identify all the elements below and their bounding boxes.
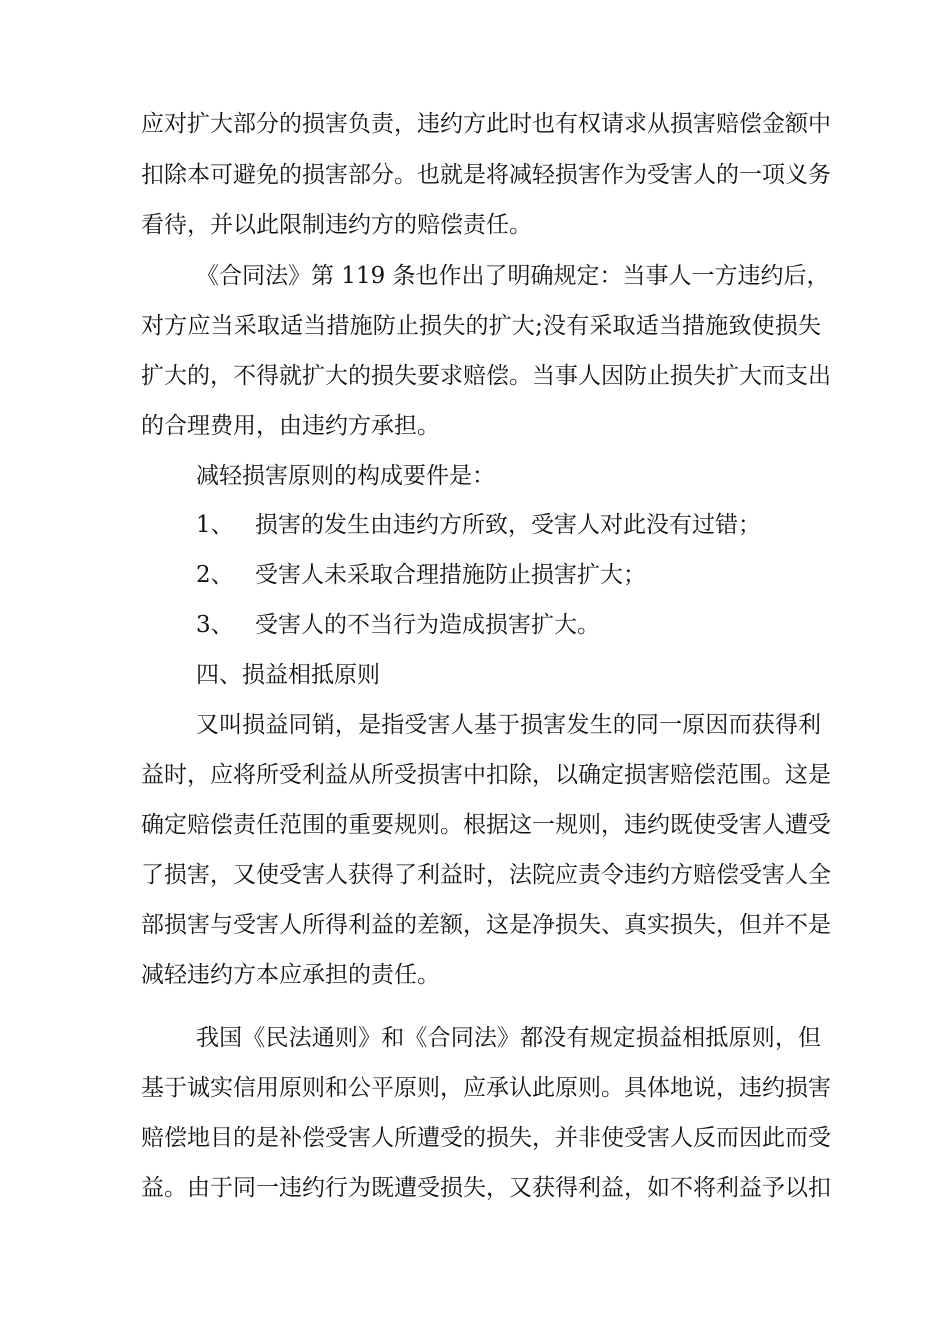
paragraph-5-line-2: 基于诚实信用原则和公平原则，应承认此原则。具体地说，违约损害 <box>141 1075 831 1101</box>
list-item-3 <box>0 605 950 645</box>
paragraph-3-line-1: 减轻损害原则的构成要件是： <box>196 463 495 489</box>
paragraph-4-line-2: 益时，应将所受利益从所受损害中扣除，以确定损害赔偿范围。这是 <box>141 762 831 788</box>
paragraph-4-line-5: 部损害与受害人所得利益的差额，这是净损失、真实损失，但并不是 <box>141 912 831 938</box>
paragraph-4-line-4: 了损害，又使受害人获得了利益时，法院应责令违约方赔偿受害人全 <box>141 862 831 888</box>
paragraph-1-line-2: 扣除本可避免的损害部分。也就是将减轻损害作为受害人的一项义务 <box>141 162 831 188</box>
list-item-1-text: 损害的发生由违约方所致，受害人对此没有过错； <box>255 512 761 538</box>
list-item-1 <box>0 505 950 545</box>
paragraph-1-line-3: 看待，并以此限制违约方的赔偿责任。 <box>141 212 532 238</box>
paragraph-4-line-3: 确定赔偿责任范围的重要规则。根据这一规则，违约既使受害人遭受 <box>141 812 831 838</box>
paragraph-4-line-6: 减轻违约方本应承担的责任。 <box>141 962 440 988</box>
paragraph-4-line-1: 又叫损益同销，是指受害人基于损害发生的同一原因而获得利 <box>196 712 821 738</box>
list-item-1-number: 1、 <box>196 512 234 538</box>
list-item-2-number: 2、 <box>196 562 234 588</box>
paragraph-2-line-3: 扩大的，不得就扩大的损失要求赔偿。当事人因防止损失扩大而支出 <box>141 363 831 389</box>
paragraph-1-line-1: 应对扩大部分的损害负责，违约方此时也有权请求从损害赔偿金额中 <box>141 111 831 137</box>
list-item-3-text: 受害人的不当行为造成损害扩大。 <box>255 612 600 638</box>
paragraph-2-line-4: 的合理费用，由违约方承担。 <box>141 413 440 439</box>
section-heading-4: 四、损益相抵原则 <box>196 662 380 688</box>
list-item-3-number: 3、 <box>196 612 234 638</box>
paragraph-5-line-4: 益。由于同一违约行为既遭受损失，又获得利益，如不将利益予以扣 <box>141 1175 831 1201</box>
list-item-2-text: 受害人未采取合理措施防止损害扩大； <box>255 562 646 588</box>
paragraph-5-line-1: 我国《民法通则》和《合同法》都没有规定损益相抵原则，但 <box>196 1025 821 1051</box>
paragraph-2-line-1: 《合同法》第 119 条也作出了明确规定：当事人一方违约后， <box>196 263 830 289</box>
paragraph-5-line-3: 赔偿地目的是补偿受害人所遭受的损失，并非使受害人反而因此而受 <box>141 1125 831 1151</box>
paragraph-2-line-2: 对方应当采取适当措施防止损失的扩大;没有采取适当措施致使损失 <box>141 313 821 339</box>
list-item-2 <box>0 555 950 595</box>
